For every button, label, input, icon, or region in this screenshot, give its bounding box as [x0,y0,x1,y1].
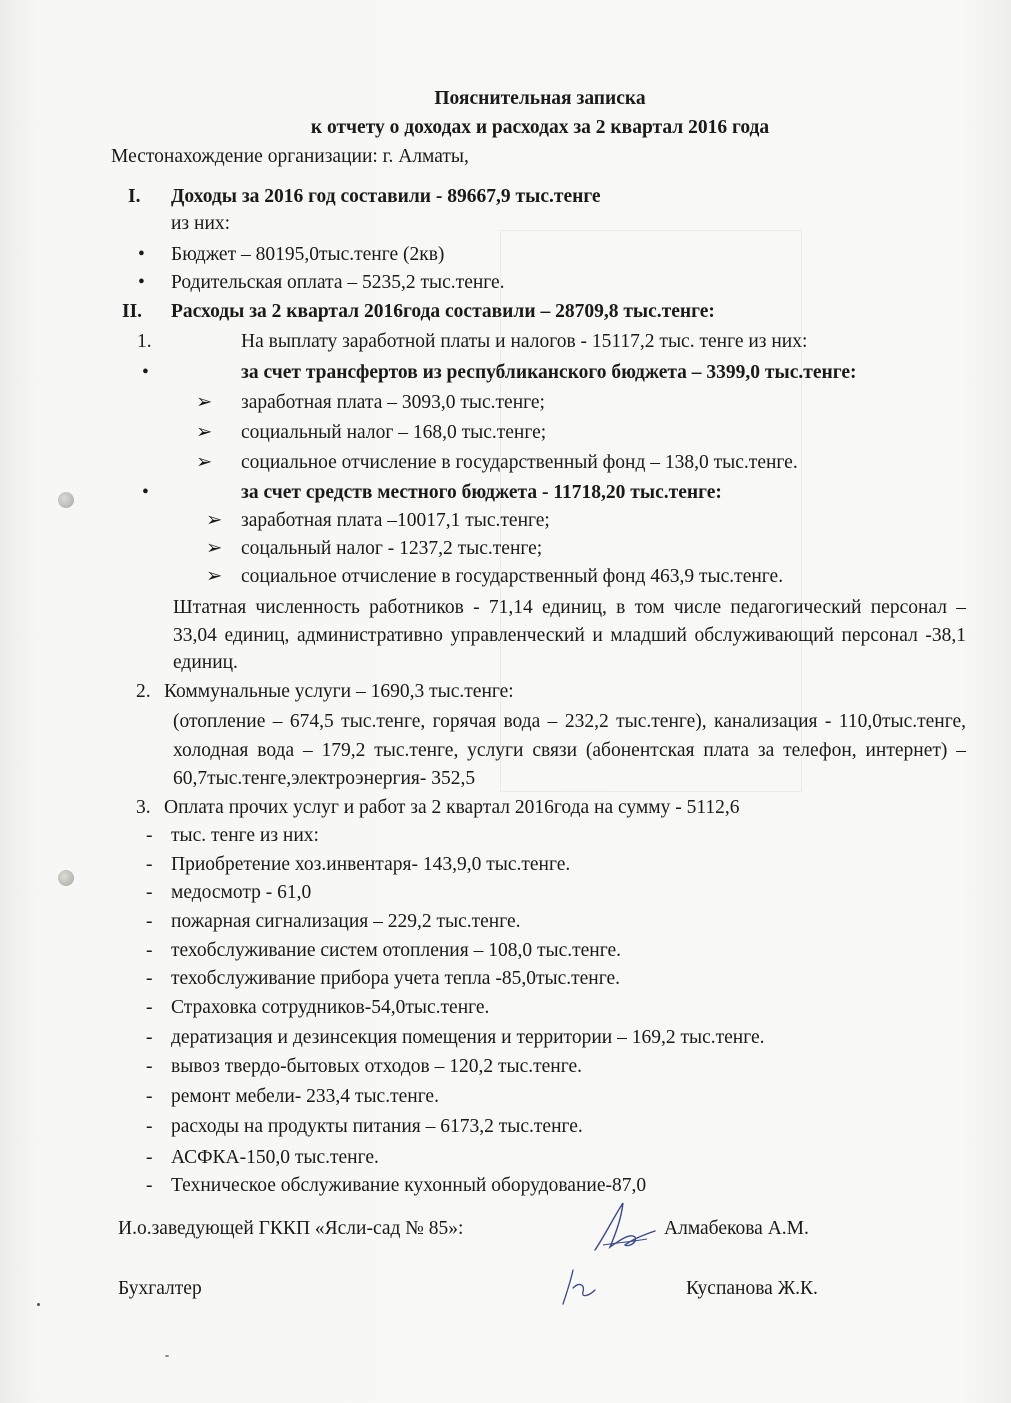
director-name: Алмабекова А.М. [664,1218,809,1239]
staff-paragraph: Штатная численность работников - 71,14 единиц, в том числе педагогический персонал – 33,04 единиц, административно управленческий и младший обслуживающий персонал -38,1 единиц. [173,597,966,673]
punch-hole-top [58,492,74,508]
section-2-number: II. [122,301,143,322]
list-item: дератизация и дезинсекция помещения и территории – 169,2 тыс.тенге. [171,1027,765,1048]
location-line: Местонахождение организации: г. Алматы, [111,146,469,167]
dash-icon: - [146,997,153,1018]
arrow-bullet-icon: ➢ [196,392,213,413]
arrow-bullet-icon: ➢ [206,510,223,531]
dash-icon: - [146,854,153,875]
dash-icon: - [146,1056,153,1077]
accountant-label: Бухгалтер [118,1278,202,1299]
income-parents: Родительская оплата – 5235,2 тыс.тенге. [171,272,505,293]
list-item: пожарная сигнализация – 229,2 тыс.тенге. [171,911,521,932]
income-budget: Бюджет – 80195,0тыс.тенге (2кв) [171,244,445,265]
bullet-icon: • [138,272,145,293]
list-item: техобслуживание прибора учета тепла -85,0тыс.тенге. [171,968,620,989]
item-1-text: На выплату заработной платы и налогов - 15117,2 тыс. тенге из них: [241,331,808,352]
dash-icon: - [146,825,153,846]
punch-hole-bottom [58,870,74,886]
item-2-text: Коммунальные услуги – 1690,3 тыс.тенге: [164,681,514,702]
arrow-bullet-icon: ➢ [196,422,213,443]
list-item: Приобретение хоз.инвентаря- 143,9,0 тыс.тенге. [171,854,571,875]
group-a-line: социальное отчисление в государственный фонд – 138,0 тыс.тенге. [241,452,798,473]
group-b-title: за счет средств местного бюджета - 11718,20 тыс.тенге: [241,482,722,503]
title-line-1: Пояснительная записка [434,88,646,109]
dash-icon: - [146,1175,153,1196]
accountant-signature-icon [555,1262,605,1312]
item-2-number: 2. [136,681,151,702]
dash-icon: - [146,1116,153,1137]
list-item: АСФКА-150,0 тыс.тенге. [171,1147,379,1168]
title-line-2: к отчету о доходах и расходах за 2 квартал 2016 года [310,117,770,138]
dash-icon: - [146,882,153,903]
item-3-number: 3. [136,797,151,818]
group-b-line: социальное отчисление в государственный фонд 463,9 тыс.тенге. [241,566,784,587]
dash-icon: - [146,1147,153,1168]
section-1-number: I. [128,186,141,207]
group-a-line: заработная плата – 3093,0 тыс.тенге; [241,392,545,413]
scan-speck [165,1355,169,1357]
list-item: Страховка сотрудников-54,0тыс.тенге. [171,997,490,1018]
utilities-detail: (отопление – 674,5 тыс.тенге, горячая вода – 232,2 тыс.тенге), канализация - 110,0тыс.тенге, холодная вода – 179,2 тыс.тенге, услуги связи (абонентская плата за телефон, интернет) – 60,7тыс.тенге,электроэнергия- 352,5 [173,711,966,789]
group-b-line: соцальный налог - 1237,2 тыс.тенге; [241,538,543,559]
group-a-title: за счет трансфертов из республиканского бюджета – 3399,0 тыс.тенге: [241,362,857,383]
arrow-bullet-icon: ➢ [206,566,223,587]
accountant-name: Куспанова Ж.К. [686,1278,818,1299]
dash-icon: - [146,940,153,961]
section-2-heading: Расходы за 2 квартал 2016года составили – 28709,8 тыс.тенге: [171,301,715,322]
list-item: расходы на продукты питания – 6173,2 тыс.тенге. [171,1116,583,1137]
director-signature-icon [585,1195,665,1265]
bullet-icon: • [142,362,149,383]
dash-icon: - [146,968,153,989]
bullet-icon: • [138,244,145,265]
group-a-line: социальный налог – 168,0 тыс.тенге; [241,422,547,443]
list-item: ремонт мебели- 233,4 тыс.тенге. [171,1086,439,1107]
list-item: техобслуживание систем отопления – 108,0 тыс.тенге. [171,940,621,961]
arrow-bullet-icon: ➢ [206,538,223,559]
dash-icon: - [146,1086,153,1107]
list-item: тыс. тенге из них: [171,825,319,846]
item-3-text: Оплата прочих услуг и работ за 2 квартал 2016года на сумму - 5112,6 [164,797,740,818]
bullet-icon: • [142,482,149,503]
list-item: Техническое обслуживание кухонный оборудование-87,0 [171,1175,647,1196]
list-item: медосмотр - 61,0 [171,882,312,903]
section-1-heading: Доходы за 2016 год составили - 89667,9 тыс.тенге [171,186,601,207]
director-label: И.о.заведующей ГККП «Ясли-сад № 85»: [118,1218,464,1239]
dash-icon: - [146,911,153,932]
arrow-bullet-icon: ➢ [196,452,213,473]
list-item: вывоз твердо-бытовых отходов – 120,2 тыс.тенге. [171,1056,582,1077]
group-b-line: заработная плата –10017,1 тыс.тенге; [241,510,550,531]
scan-speck [37,1303,40,1306]
dash-icon: - [146,1027,153,1048]
item-1-number: 1. [137,331,152,352]
section-1-sub: из них: [171,213,231,234]
